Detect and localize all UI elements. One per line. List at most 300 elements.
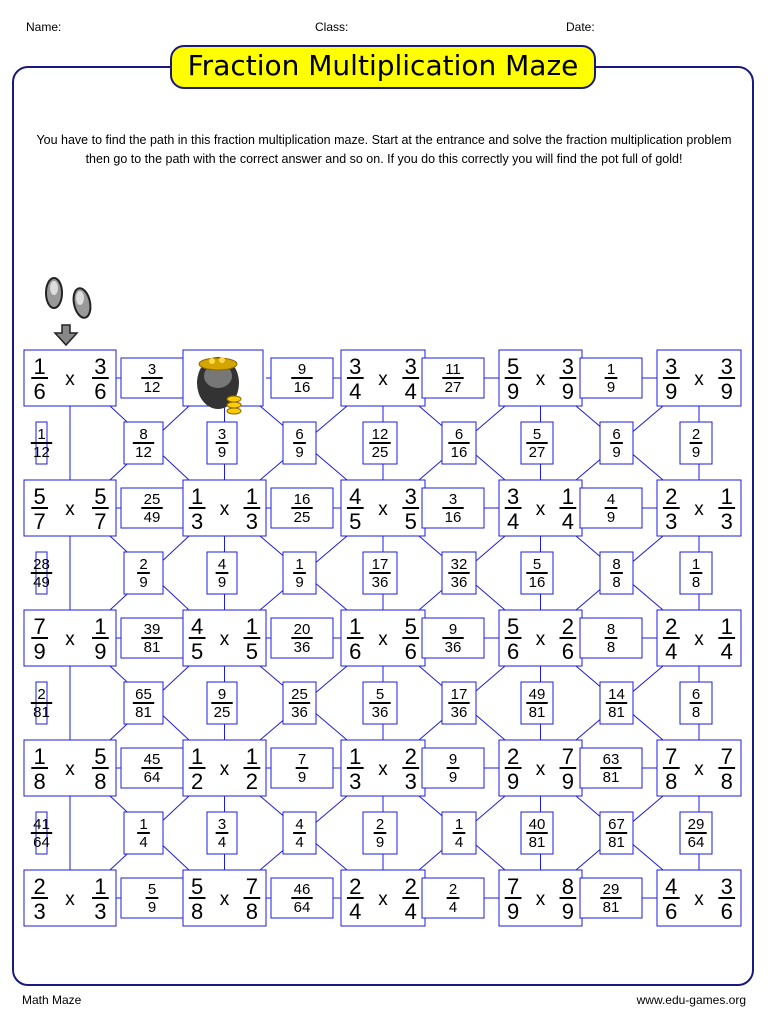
- numerator: 41: [33, 816, 50, 833]
- problem-box: [341, 870, 425, 926]
- problem-box: [24, 480, 116, 536]
- times-sign: x: [694, 629, 704, 650]
- date-label: Date:: [566, 20, 595, 34]
- denominator: 12: [135, 444, 152, 461]
- denominator: 9: [506, 769, 520, 794]
- denominator: 6: [404, 639, 417, 664]
- numerator: 2: [448, 881, 458, 898]
- denominator: 36: [371, 574, 389, 591]
- times-sign: x: [535, 369, 546, 390]
- maze-cells: [24, 350, 741, 926]
- denominator: 12: [33, 444, 50, 461]
- denominator: 5: [404, 509, 417, 534]
- times-sign: x: [219, 629, 230, 650]
- denominator: 6: [349, 639, 362, 664]
- denominator: 81: [528, 704, 546, 721]
- answer-box: [31, 682, 52, 724]
- denominator: 25: [293, 509, 311, 526]
- denominator: 16: [293, 379, 311, 396]
- denominator: 9: [295, 574, 304, 591]
- denominator: 4: [561, 509, 575, 534]
- numerator: 2: [404, 874, 417, 899]
- denominator: 9: [217, 444, 227, 461]
- denominator: 6: [506, 639, 520, 664]
- answer-box: [580, 748, 642, 788]
- numerator: 3: [506, 484, 520, 509]
- numerator: 6: [612, 426, 621, 443]
- denominator: 9: [297, 769, 307, 786]
- numerator: 9: [448, 621, 458, 638]
- denominator: 5: [245, 639, 259, 664]
- numerator: 1: [37, 426, 46, 443]
- answer-box: [600, 422, 633, 464]
- numerator: 32: [450, 556, 468, 573]
- answer-box: [121, 748, 183, 788]
- answer-box: [271, 618, 333, 658]
- denominator: 9: [295, 444, 304, 461]
- numerator: 6: [691, 686, 701, 703]
- denominator: 36: [371, 704, 389, 721]
- answer-box: [121, 618, 183, 658]
- denominator: 9: [33, 639, 46, 664]
- numerator: 5: [147, 881, 157, 898]
- numerator: 1: [691, 556, 701, 573]
- denominator: 5: [349, 509, 362, 534]
- answer-box: [124, 812, 163, 854]
- numerator: 5: [532, 556, 542, 573]
- numerator: 20: [293, 621, 311, 638]
- numerator: 4: [349, 484, 362, 509]
- numerator: 1: [33, 354, 46, 379]
- denominator: 9: [691, 444, 701, 461]
- problem-box: [657, 350, 741, 406]
- denominator: 7: [94, 509, 107, 534]
- numerator: 11: [445, 361, 461, 378]
- numerator: 3: [404, 484, 417, 509]
- answer-box: [31, 422, 52, 464]
- answer-box: [283, 812, 316, 854]
- numerator: 3: [448, 491, 458, 508]
- answer-box: [521, 682, 553, 724]
- answer-box: [121, 358, 183, 398]
- numerator: 25: [143, 491, 161, 508]
- denominator: 3: [349, 769, 362, 794]
- problem-box: [499, 610, 582, 666]
- denominator: 8: [94, 769, 107, 794]
- answer-box: [422, 488, 484, 528]
- denominator: 9: [561, 899, 575, 924]
- answer-box: [442, 682, 476, 724]
- problem-box: [24, 350, 116, 406]
- denominator: 8: [665, 769, 678, 794]
- problem-box: [183, 740, 266, 796]
- times-sign: x: [65, 629, 75, 650]
- numerator: 4: [665, 874, 678, 899]
- times-sign: x: [378, 759, 388, 780]
- denominator: 25: [371, 444, 389, 461]
- answer-box: [521, 812, 553, 854]
- numerator: 3: [404, 354, 417, 379]
- denominator: 9: [506, 899, 520, 924]
- denominator: 12: [143, 379, 161, 396]
- denominator: 81: [143, 639, 161, 656]
- numerator: 1: [295, 556, 304, 573]
- problem-box: [657, 870, 741, 926]
- denominator: 6: [33, 379, 46, 404]
- answer-box: [422, 878, 484, 918]
- answer-box: [283, 682, 316, 724]
- times-sign: x: [378, 369, 388, 390]
- problem-box: [341, 740, 425, 796]
- numerator: 2: [139, 556, 148, 573]
- numerator: 1: [190, 744, 204, 769]
- denominator: 4: [404, 379, 417, 404]
- numerator: 1: [33, 744, 46, 769]
- answer-box: [580, 878, 642, 918]
- numerator: 29: [602, 881, 620, 898]
- numerator: 7: [297, 751, 307, 768]
- answer-box: [580, 488, 642, 528]
- times-sign: x: [694, 759, 704, 780]
- numerator: 16: [293, 491, 311, 508]
- times-sign: x: [535, 889, 546, 910]
- numerator: 7: [33, 614, 46, 639]
- denominator: 9: [606, 509, 616, 526]
- denominator: 9: [375, 834, 385, 851]
- denominator: 8: [190, 899, 204, 924]
- denominator: 9: [94, 639, 107, 664]
- numerator: 1: [561, 484, 575, 509]
- numerator: 2: [33, 874, 46, 899]
- answer-box: [271, 488, 333, 528]
- numerator: 9: [448, 751, 458, 768]
- denominator: 64: [33, 834, 50, 851]
- denominator: 2: [190, 769, 204, 794]
- denominator: 8: [691, 704, 701, 721]
- numerator: 1: [349, 744, 362, 769]
- footer-left: Math Maze: [22, 993, 82, 1007]
- numerator: 2: [665, 614, 678, 639]
- problem-box: [183, 870, 266, 926]
- times-sign: x: [694, 499, 704, 520]
- numerator: 1: [349, 614, 362, 639]
- answer-box: [363, 422, 397, 464]
- numerator: 2: [506, 744, 520, 769]
- times-sign: x: [65, 369, 75, 390]
- numerator: 49: [528, 686, 546, 703]
- denominator: 81: [608, 704, 625, 721]
- numerator: 5: [33, 484, 46, 509]
- denominator: 3: [190, 509, 204, 534]
- answer-box: [422, 358, 484, 398]
- numerator: 1: [720, 614, 733, 639]
- numerator: 29: [687, 816, 705, 833]
- denominator: 9: [561, 769, 575, 794]
- answer-box: [124, 422, 163, 464]
- answer-box: [283, 422, 316, 464]
- denominator: 6: [720, 899, 733, 924]
- footprints-icon: [46, 278, 93, 319]
- numerator: 8: [606, 621, 616, 638]
- numerator: 4: [217, 556, 227, 573]
- denominator: 4: [506, 509, 520, 534]
- answer-box: [600, 552, 633, 594]
- answer-box: [271, 358, 333, 398]
- denominator: 49: [143, 509, 161, 526]
- answer-box: [680, 422, 712, 464]
- denominator: 4: [720, 639, 733, 664]
- numerator: 14: [608, 686, 625, 703]
- numerator: 8: [561, 874, 575, 899]
- numerator: 1: [190, 484, 204, 509]
- times-sign: x: [65, 759, 75, 780]
- problem-box: [183, 610, 266, 666]
- answer-box: [600, 682, 633, 724]
- denominator: 8: [691, 574, 701, 591]
- numerator: 63: [602, 751, 620, 768]
- numerator: 5: [532, 426, 542, 443]
- problem-box: [499, 870, 582, 926]
- numerator: 4: [190, 614, 204, 639]
- answer-box: [207, 682, 237, 724]
- denominator: 6: [94, 379, 107, 404]
- answer-box: [442, 422, 476, 464]
- numerator: 40: [528, 816, 546, 833]
- numerator: 46: [293, 881, 311, 898]
- answer-box: [121, 488, 183, 528]
- numerator: 3: [720, 354, 733, 379]
- denominator: 8: [33, 769, 46, 794]
- numerator: 2: [349, 874, 362, 899]
- denominator: 16: [444, 509, 462, 526]
- problem-box: [499, 740, 582, 796]
- denominator: 3: [665, 509, 678, 534]
- numerator: 2: [404, 744, 417, 769]
- numerator: 1: [454, 816, 464, 833]
- answer-box: [521, 422, 553, 464]
- problem-box: [183, 480, 266, 536]
- numerator: 12: [371, 426, 389, 443]
- denominator: 8: [245, 899, 259, 924]
- times-sign: x: [65, 499, 75, 520]
- times-sign: x: [535, 759, 546, 780]
- denominator: 4: [665, 639, 678, 664]
- answer-box: [124, 682, 163, 724]
- answer-box: [207, 422, 237, 464]
- down-arrow-icon: [55, 325, 77, 345]
- denominator: 81: [135, 704, 152, 721]
- numerator: 2: [665, 484, 678, 509]
- numerator: 3: [720, 874, 733, 899]
- answer-box: [580, 618, 642, 658]
- denominator: 36: [293, 639, 311, 656]
- denominator: 4: [454, 834, 464, 851]
- numerator: 45: [143, 751, 161, 768]
- denominator: 6: [665, 899, 678, 924]
- denominator: 9: [720, 379, 733, 404]
- denominator: 36: [444, 639, 462, 656]
- answer-box: [31, 812, 52, 854]
- denominator: 5: [190, 639, 204, 664]
- numerator: 5: [94, 484, 107, 509]
- answer-box: [422, 748, 484, 788]
- numerator: 28: [33, 556, 50, 573]
- times-sign: x: [535, 629, 546, 650]
- numerator: 5: [375, 686, 385, 703]
- times-sign: x: [535, 499, 546, 520]
- problem-box: [341, 350, 425, 406]
- answer-box: [600, 812, 633, 854]
- numerator: 17: [371, 556, 389, 573]
- denominator: 64: [293, 899, 311, 916]
- answer-box: [271, 748, 333, 788]
- numerator: 2: [375, 816, 385, 833]
- answer-box: [271, 878, 333, 918]
- answer-box: [680, 812, 712, 854]
- denominator: 3: [33, 899, 46, 924]
- denominator: 3: [720, 509, 733, 534]
- numerator: 2: [691, 426, 701, 443]
- numerator: 3: [147, 361, 157, 378]
- times-sign: x: [378, 889, 388, 910]
- problem-box: [499, 480, 582, 536]
- numerator: 7: [506, 874, 520, 899]
- denominator: 4: [448, 899, 458, 916]
- denominator: 64: [687, 834, 705, 851]
- denominator: 9: [561, 379, 575, 404]
- problem-box: [657, 480, 741, 536]
- numerator: 7: [561, 744, 575, 769]
- denominator: 7: [33, 509, 46, 534]
- instructions-text: You have to find the path in this fraction multiplication maze. Start at the entrance and solve the fraction multiplication problem then go to the path with the correct answer and so on. If you do this correctly you will find the pot full of gold!: [36, 133, 732, 166]
- answer-box: [363, 552, 397, 594]
- denominator: 9: [506, 379, 520, 404]
- denominator: 2: [245, 769, 259, 794]
- numerator: 7: [245, 874, 259, 899]
- times-sign: x: [219, 499, 230, 520]
- answer-box: [283, 552, 316, 594]
- problem-box: [24, 870, 116, 926]
- problem-box: [24, 610, 116, 666]
- answer-box: [442, 552, 476, 594]
- denominator: 4: [404, 899, 417, 924]
- numerator: 2: [561, 614, 575, 639]
- numerator: 1: [245, 614, 259, 639]
- denominator: 3: [245, 509, 259, 534]
- denominator: 16: [528, 574, 546, 591]
- denominator: 81: [528, 834, 546, 851]
- numerator: 3: [665, 354, 678, 379]
- denominator: 3: [94, 899, 107, 924]
- answer-box: [363, 682, 397, 724]
- denominator: 49: [33, 574, 50, 591]
- times-sign: x: [219, 889, 230, 910]
- denominator: 4: [139, 834, 148, 851]
- denominator: 4: [349, 899, 362, 924]
- numerator: 9: [217, 686, 227, 703]
- denominator: 8: [720, 769, 733, 794]
- answer-box: [680, 682, 712, 724]
- denominator: 9: [448, 769, 458, 786]
- numerator: 1: [606, 361, 616, 378]
- denominator: 81: [602, 769, 620, 786]
- denominator: 81: [602, 899, 620, 916]
- denominator: 27: [444, 379, 462, 396]
- denominator: 6: [561, 639, 575, 664]
- numerator: 9: [297, 361, 307, 378]
- denominator: 8: [612, 574, 621, 591]
- numerator: 67: [608, 816, 625, 833]
- denominator: 9: [612, 444, 621, 461]
- numerator: 65: [135, 686, 152, 703]
- numerator: 4: [606, 491, 616, 508]
- numerator: 3: [349, 354, 362, 379]
- answer-box: [121, 878, 183, 918]
- answer-box: [442, 812, 476, 854]
- numerator: 1: [94, 614, 107, 639]
- answer-box: [124, 552, 163, 594]
- denominator: 27: [528, 444, 546, 461]
- numerator: 39: [143, 621, 161, 638]
- denominator: 25: [213, 704, 231, 721]
- denominator: 36: [450, 704, 468, 721]
- denominator: 9: [606, 379, 616, 396]
- denominator: 9: [139, 574, 148, 591]
- numerator: 25: [291, 686, 308, 703]
- numerator: 8: [612, 556, 621, 573]
- footer-right: www.edu-games.org: [636, 993, 746, 1007]
- answer-box: [521, 552, 553, 594]
- name-label: Name:: [26, 20, 62, 34]
- problem-box: [657, 610, 741, 666]
- problem-box: [657, 740, 741, 796]
- numerator: 3: [561, 354, 575, 379]
- numerator: 5: [404, 614, 417, 639]
- answer-box: [207, 812, 237, 854]
- times-sign: x: [694, 889, 704, 910]
- worksheet-title: Fraction Multiplication Maze: [170, 45, 596, 89]
- numerator: 7: [720, 744, 733, 769]
- denominator: 9: [147, 899, 157, 916]
- numerator: 3: [94, 354, 107, 379]
- answer-box: [31, 552, 52, 594]
- numerator: 5: [506, 614, 520, 639]
- problem-box: [341, 480, 425, 536]
- problem-box: [499, 350, 582, 406]
- denominator: 36: [450, 574, 468, 591]
- answer-box: [363, 812, 397, 854]
- problem-box: [24, 740, 116, 796]
- numerator: 6: [454, 426, 464, 443]
- denominator: 3: [404, 769, 417, 794]
- numerator: 1: [139, 816, 148, 833]
- denominator: 8: [606, 639, 616, 656]
- denominator: 9: [217, 574, 227, 591]
- numerator: 5: [94, 744, 107, 769]
- times-sign: x: [378, 629, 388, 650]
- denominator: 4: [349, 379, 362, 404]
- times-sign: x: [65, 889, 75, 910]
- answer-box: [422, 618, 484, 658]
- answer-box: [580, 358, 642, 398]
- denominator: 81: [33, 704, 50, 721]
- numerator: 2: [37, 686, 46, 703]
- numerator: 6: [295, 426, 304, 443]
- class-label: Class:: [315, 20, 349, 34]
- numerator: 1: [94, 874, 107, 899]
- numerator: 3: [217, 426, 227, 443]
- numerator: 5: [190, 874, 204, 899]
